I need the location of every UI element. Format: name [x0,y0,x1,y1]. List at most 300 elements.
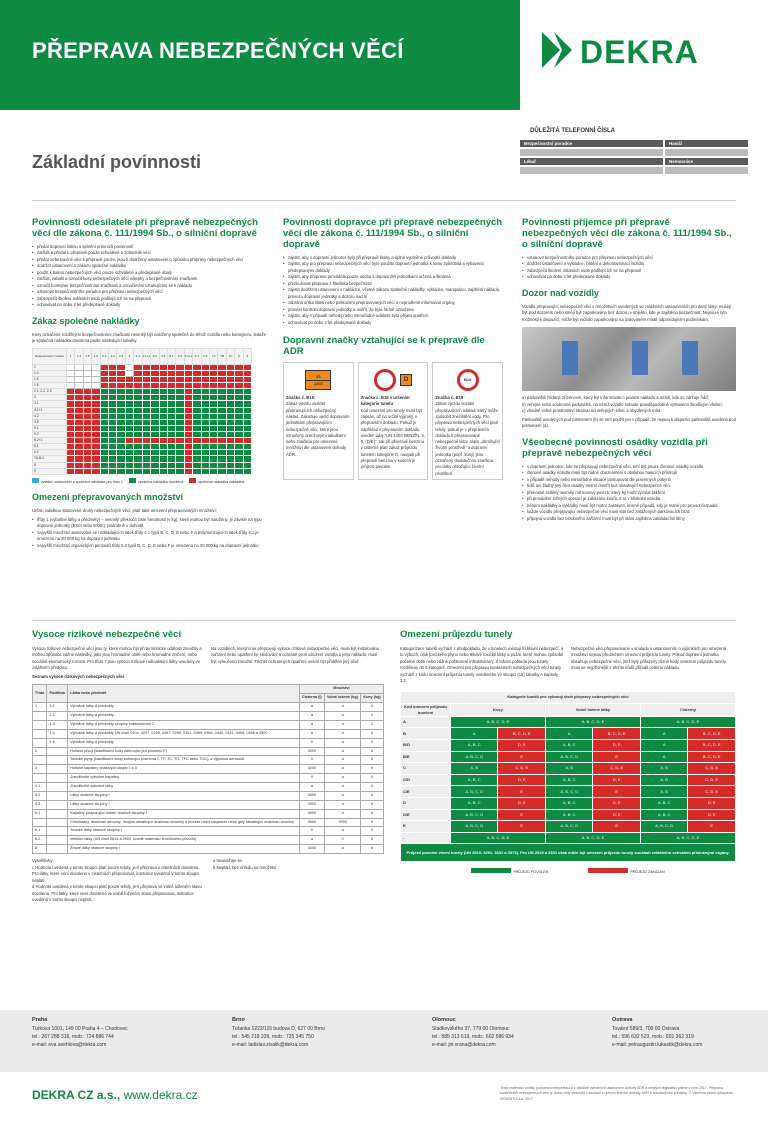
office-line: Sladkovského 37, 779 00 Olomouc [432,1025,510,1032]
table-cell [33,756,47,765]
phone-label: Nemocnice [664,157,749,166]
table-title: Seznam vysoce rizikových nebezpečných věcí [32,673,125,679]
table-cell [33,729,47,738]
office-city: Olomouc [432,1017,456,1023]
list-item: • během nakládky a vykládky musí být motor zastaven, kromě případů, kdy je nutné pro provoz čerpadel [522,503,736,510]
table-cell: E [498,821,545,833]
truck-shape [682,341,698,375]
list-item: • v dopravní jednotce, kde se přepravují nebezpečné věci, smí být pouze členové osádky vozidla [522,464,736,471]
carrier-list [283,255,503,327]
table-cell: Znecitlivělé výbušné látky [68,783,300,792]
table-cell: D, E [593,798,640,810]
table-cell: 4.3 [33,800,47,809]
table-cell: b [361,765,384,774]
paragraph: Parkoviště uvedených pod písmenem (b) se smí použít jen v případě, že nejsou k dispozici parkoviště uvedená pod písmenem (a). [522,416,736,429]
col-header: Volně ložené (kg) [324,694,360,703]
legend-item [189,478,244,486]
list-item: • přenosné svítilny nesmějí mít kovový povrch, který by mohl vyvolat jiskření [522,490,736,497]
row-key: B [401,728,451,740]
list-item: • při provádění ložných operací je zakázáno kouřit, a to v blízkosti vozidla [522,496,736,503]
grid-col-header: 2.2 [108,348,116,364]
table-cell: B, C, D, E [498,728,545,740]
row-key: D [401,798,451,810]
list-item: • zatřídit, zabalit a označit kusy nebezpečných věcí nálepky a bezpečnostními značkami [32,276,266,283]
tunnel-note: Průjezd povolen všemi tunely (UN 2919, 3291, 3331 a 3373). Pro UN 2919 a 3331 však může být omezení průjezdu tunely součástí zvláštního schválení příslušnými orgány. [401,844,736,862]
col-header: Volně ložené látky [545,703,640,716]
phone-field[interactable] [664,166,749,175]
list-item: • ustanovit bezpečnostního poradce pro přepravu nebezpečných věcí [522,255,736,262]
legal-text: Texty materiálu vznikly podobnou interpretací a z základě vybraných ustanovení dohody ADR a českých legislativy platné v roce 2017. Přeprava konkrétních nebezpečných věcí je nutno vždy posoudit v souladu s úplným zněním dohody ADR a souvisejícími předpisy. © Všechna práva vyhrazena DEKRA CZ a.s. 2017 [500,1086,733,1101]
table-cell: 4.1 [33,783,47,792]
truck-shape [632,341,648,375]
col-header: Látka nebo předmět [68,685,300,703]
list-item: • zajistit dodržení ustanovení o nakládce, včetně zákazu společné nakládky, vykládce, manipulaci, zajištění nákladu, provozu dopravní jednotky a dozoru nad ní [283,287,503,300]
col-header: Podtřída [47,685,68,703]
table-cell: Hořlavé kapaliny obalových skupin I a II [68,765,300,774]
phone-field[interactable] [519,166,664,175]
table-row [33,809,384,818]
highrisk-table [32,684,384,854]
office-city: Brno [232,1017,245,1023]
table-cell [47,809,68,818]
list-item: • každé vozidlo přepravující nebezpečné věci musí stát bez zatažených parkovacích brzd [522,509,736,516]
table-cell: E [498,751,545,763]
grid-col-header: 6.2 [201,348,209,364]
table-cell [47,774,68,783]
phone-label: Bezpečnostní poradce [519,139,664,148]
table-row [33,712,384,721]
table-cell: 1.5 [47,738,68,747]
list-item: • dodržet ustanovení o zákazu společné nakládky [32,263,266,270]
table-row [33,729,384,738]
grid-col-header: 4.1+1 [142,348,151,364]
grid-col-header: 5.2+1 [184,348,193,364]
table-row [401,798,736,810]
grid-cell [184,468,193,474]
sign-card [283,362,354,480]
legend-label: společná nakládka dovolena [137,479,184,484]
grid-row-header: 4.1+1 [33,407,67,413]
table-cell: A, B [451,763,498,775]
table-cell [47,791,68,800]
table-row [33,703,384,712]
list-item: • v případě nehody nebo mimořádné situace postupovat dle písemných pokynů [522,477,736,484]
table-cell: A, B, C [545,740,592,752]
note: c Hodnota uvedená v tomto sloupci platí pouze tehdy, je-li přeprava v cisternách dovolena. Pro látky, které není dovoleno v cisternách přepravovat, instrukce uvedená v tomto sloupci neplatí. [32,864,200,883]
office-line: Tovární 589/3, 709 00 Ostrava [612,1025,680,1032]
table-cell: Kapaliny podporující hoření obalové skupiny I [68,809,300,818]
list-item: • předat dopravci listinu o splnění právních povinností [32,244,266,251]
table-cell: A, B [640,786,687,798]
table-cell: Chloristany, dusičnan amonný, hnojiva obsahující dusičnan amonný a emulze nebo suspenze nebo gely obsahující dusičnan amonný [68,818,300,827]
note: d Hodnota uvedená v tomto sloupci platí pouze tehdy, je-li přeprava ve volně loženém stavu dovolena. Pro látky, které není dovoleno ve volně loženém stavu přepravovat, instrukce uvedená v tomto sloupci neplatí. [32,884,202,903]
table-cell: Žíravé látky obalové skupiny I [68,845,300,854]
table-row [401,716,736,728]
tunnel-table [400,691,736,863]
website-link[interactable]: www.dekra.cz [123,1088,198,1102]
list-item: a) parkoviště hlídané zřízencem, který byl informován o povaze nákladu a místě, kde se zdržuje řidič; [522,395,710,401]
table-cell: A, B, C [451,798,498,810]
legend-label: PRŮJEZD ZAKÁZÁN [630,870,665,875]
table-cell: A, B, C [545,809,592,821]
grid-row-header: 5.1 [33,425,67,431]
table-row [33,747,384,756]
table-row [401,786,736,798]
mixload-legend [32,478,266,486]
tunnel-code-icon: D [400,374,412,386]
grid-corner: Bezpečnostní značka [33,348,67,364]
table-cell: a [324,827,360,836]
table-cell: A, B, C, D, E [451,832,546,844]
table-cell: 0 [361,756,384,765]
parking-list [522,395,736,415]
legend-item [471,868,548,876]
table-cell: 0 [361,783,384,792]
table-row [33,765,384,774]
office-line: Türkova 1001, 149 00 Praha 4 – Chodovec [32,1025,128,1032]
table-cell: A, B [640,774,687,786]
paragraph: Kusy označené rozdílnými bezpečnostními značkami nesmějí být naloženy společně do téhož vozidla nebo kontejneru, ledaže je společná nakládka dovolena podle následující tabulky. [32,331,266,344]
grid-cell [92,468,100,474]
phone-table [518,138,750,176]
legend-swatch [32,478,39,483]
table-cell: E [593,821,640,833]
office-line: tel.: 596 632 523, mob.: 601 362 319 [612,1033,694,1040]
office-line: tel.: 585 313 619, mob.: 602 586 934 [432,1033,514,1040]
section-title: Všeobecné povinnosti osádky vozidla při přepravě nebezpečných věcí [522,436,708,459]
table-cell: C, D, E [498,763,545,775]
grid-cell [134,468,142,474]
office-address [612,1016,702,1049]
table-cell: 3000 [299,765,324,774]
section-title: Dozor nad vozidly [522,287,600,298]
table-cell: 1.2 [47,712,68,721]
section-title: Dopravní značky vztahující se k přepravě dle ADR [283,335,485,358]
note: a Neuvažuje se. [213,858,244,864]
table-cell: Znecitlivělé výbušné kapaliny [68,774,300,783]
highrisk-text [32,644,384,674]
list-item: • přípojná vozidla bez brzdového zařízení musí být při stání zajištěna zakládacími klíny [522,516,736,523]
table-cell: a [324,809,360,818]
page-subtitle: Základní povinnosti [32,152,202,172]
grid-col-header: 3 [125,348,133,364]
office-line: e-mail: jiri.vrana@dekra.com [432,1041,496,1048]
table-cell: Látky obalové skupiny I [68,791,300,800]
table-cell: 4.2 [33,791,47,800]
table-cell: C, D, E [688,786,736,798]
table-cell: a [299,712,324,721]
table-cell: A, B [640,763,687,775]
table-cell: 0 [324,836,360,845]
list-item: • zajistit, aby v případě nehody nebo mimořádné události byla přijata opatření [283,313,503,320]
legend-swatch [189,478,196,483]
legend-item [588,868,664,876]
grid-col-header: 2.3 [117,348,125,364]
table-cell: 1.3 [47,720,68,729]
firm-label: DEKRA CZ a.s., [32,1088,121,1102]
row-key: C/D [401,774,451,786]
table-row [401,763,736,775]
row-key: A [401,716,451,728]
legend-swatch [129,478,136,483]
limits-list [32,517,266,550]
carrier-section [283,218,503,480]
grid-col-header: 7A [210,348,218,364]
no-entry-icon [374,369,396,391]
paragraph: Vozidla přepravující nebezpečné věci v množstvích uvedených ve zvláštních ustanoveních pro daný látky, musejí být pod dozorem nebo smějí být zaparkována bez dozoru v objektu, kde je zajištěna bezpečnost. Nejsou-li tyto možnosti k dispozici, může být vozidlo zaparkováno na izolovaném místě odpovídajícím podmínkám: [522,303,732,322]
table-cell: A [640,740,687,752]
legend-label: zvláštní ustanovení o společné nakládce pro třídu 1 [41,479,123,484]
grid-col-header: 9 [243,348,251,364]
grid-row-header: 3 [33,395,67,401]
table-row [401,832,736,844]
grid-cell [67,468,75,474]
office-city: Ostrava [612,1017,633,1023]
grid-col-header: 8 [235,348,243,364]
table-cell: A, B, C [545,798,592,810]
table-cell [47,827,68,836]
table-cell: Výbušné látky a předměty [68,738,300,747]
table-cell [33,818,47,827]
table-cell: A, B, C, D, E [640,832,735,844]
sign-text: Zákaz vjezdu vozidel přepravujících nebezpečný náklad. Zakazuje vjezd dopravním jednotkám přepravujícím nebezpečné věci, které jsou označeny oranžovými tabulkami nebo značkou pro omezené množství dle ustanovení dohody ADR. [286,401,350,457]
list-item: • řidič ani žádný jiný člen osádky nesmí otevřít kus obsahující nebezpečné věci [522,483,736,490]
grid-cell [75,468,83,474]
table-cell [47,818,68,827]
office-line: Tuřanka 1222/115 budova D, 627 00 Brno [232,1025,325,1032]
table-cell: D, E [688,798,736,810]
table-cell: D, E [498,774,545,786]
table-cell: 0 [299,774,324,783]
phone-field[interactable] [664,148,749,157]
phone-label: Lékař [519,157,664,166]
table-cell: 0 [361,729,384,738]
paragraph: Nebezpečné věci přepravované v souladu s ustanovením o výjimkách pro omezená množství nejsou předmětem omezení průjezdu tunely. Pokud dopravní jednotka obsahuje nebezpečné věci, jimž byly přiřazeny různé kódy omezení průjezdu tunely, musí se nejpřísnější z těchto kódů přiřadit celému nákladu. [571,645,727,671]
table-cell: 6.1 [33,827,47,836]
table-row [401,751,736,763]
list-item: • nejvyšší množství organických peroxidů třídy 5.2 typů B, C, D, E nebo F je omezeno na 20 000 kg na dopravní jednotku [32,543,266,550]
grid-row-header: 6.1 [33,444,67,450]
list-item: • nejvyšší množství samovolně se rozkládajících látek třídy 4.1 typů B, C, D, E nebo F a polymerizujících látek třídy 4.1 je omezeno na 20 000 kg na dopravní jednotku [32,530,266,543]
grid-row-header: 7A,B,C [33,456,67,462]
table-cell: a [299,703,324,712]
table-cell: a [324,747,360,756]
row-key: D/E [401,809,451,821]
grid-cell [201,468,209,474]
table-cell: a [324,783,360,792]
table-cell: a [324,738,360,747]
row-key: C [401,763,451,775]
table-cell: A, B, C, D [451,786,498,798]
grid-cell [151,468,159,474]
note: b Neplatí, bez ohledu na množství. [213,864,278,870]
phone-label: Hasiči [664,139,749,148]
table-cell: 0 [361,827,384,836]
table-cell: A, B, C, D [451,809,498,821]
row-key: - [401,832,451,844]
table-row [401,728,736,740]
phone-field[interactable] [519,148,664,157]
grid-col-header: 4.3 [159,348,167,364]
list-item: c) vhodné volné prostranství stranou od veřejných silnic a obydlených míst. [522,408,662,414]
table-cell [33,720,47,729]
office-line: tel.: 545 218 339, mob.: 725 345 750 [232,1033,314,1040]
sender-section [32,218,266,549]
table-cell: 3000 [299,845,324,854]
table-row [33,783,384,792]
table-cell: 3000 [299,800,324,809]
grid-col-header: 5.2 [176,348,184,364]
table-row [401,821,736,833]
section-title: Povinnosti dopravce při přepravě nebezpečných věcí dle zákona č. 111/1994 Sb., o silniční dopravě [283,217,503,250]
office-city: Praha [32,1017,48,1023]
grid-cell [235,468,243,474]
table-cell: B, C, D, E [593,728,640,740]
table-cell: A, B, C, D [451,751,498,763]
grid-cell [176,468,184,474]
tunnel-legend [400,868,736,876]
col-header: Množství [299,685,383,694]
table-cell: 6.2 [33,836,47,845]
table-cell: b [361,747,384,756]
table-cell: a [324,845,360,854]
table-row [33,774,384,783]
signs-row [283,362,503,480]
grid-row-header: 2.1, 2.2, 2.3 [33,389,67,395]
sign-icon [435,365,500,395]
sign-icon [286,365,351,395]
table-cell: A, B, C [451,774,498,786]
paragraph: Vysoce rizikové nebezpečné věci jsou ty, které mohou být při teroristické události zneužity a mohou způsobit vážné následky, jako jsou hromadné oběti nebo hromadné zničení, nebo sociálně-ekonomický rozvrat. Pro třídu 7 jsou vysoce rizikové radioaktivní látky uvedeny ve zvláštním předpisu. [32,645,202,671]
truck-shape [562,341,578,375]
receiver-list [522,255,736,281]
table-row [401,774,736,786]
grid-row-header: 8 [33,462,67,468]
grid-row-header: 4.3 [33,419,67,425]
table-cell: a [324,756,360,765]
table-cell: Hořlavé plyny (klasifikační kódy zahrnující jen písmeno F) [68,747,300,756]
grid-col-header: 6.1 [193,348,201,364]
receiver-section [522,218,736,522]
firm-name [32,1088,198,1102]
table-cell [47,783,68,792]
table-cell: B, C, D, E [688,751,736,763]
table-cell: A, B, C, D [545,786,592,798]
grid-cell [100,468,108,474]
list-item: • provést kontrolu dopravní jednotky a ověřit, že byla řádně označena [283,307,503,314]
table-cell: D, E [688,809,736,821]
table-cell [47,845,68,854]
table-cell: A [545,728,592,740]
table-cell: A, B, C, D, E [451,716,546,728]
table-row [33,818,384,827]
sign-text: Kód omezení pro tunely musí být zapsán, až na určité výjimky, v přepravním dokladu. Pokud je například v přepravním dokladu uveden údaj "UN 1203 BENZÍN, 3, II, (D/E)", tak při přepravě benzínu v cisterně platí zákaz průjezdu tunelem kategorie D, naopak při přepravě benzínu v kusech je průjezd povolen. [360,407,426,470]
table-cell: A, B, C, D [545,751,592,763]
list-item: • uchovávat po dobu 2 let předepsané doklady [32,302,266,309]
list-item: • členové osádky vozidla musí být řádně obeznámeni s obsluhou hasicích přístrojů [522,470,736,477]
table-cell: 0 [361,720,384,729]
table-cell: A, B, C [640,798,687,810]
row-key: B/E [401,751,451,763]
table-cell: a [299,836,324,845]
grid-row-header: 1.4 [33,370,67,376]
office-line: tel.: 267 288 316, mob.: 724 886 744 [32,1033,114,1040]
table-cell: b [361,800,384,809]
grid-col-header: 7C [226,348,234,364]
table-row [33,738,384,747]
grid-cell [193,468,201,474]
grid-row-header: 1.5 [33,377,67,383]
table-cell: 3000 [299,747,324,756]
table-cell: 0 [299,827,324,836]
row-key: E [401,821,451,833]
plate-code: 33 [306,374,330,381]
office-line: e-mail: petraugustin.lukastik@dekra.com [612,1041,703,1048]
table-cell: Výbušné látky a předměty [68,703,300,712]
sign-name: Značka č. B18 [286,395,314,401]
table-row [33,756,384,765]
grid-cell [159,468,167,474]
grid-row-header: 4.2 [33,413,67,419]
legend-item [129,478,183,486]
office-line: e-mail: eva.seehlova@dekra.com [32,1041,107,1048]
section-title: Omezení přepravovaných množství [32,492,184,503]
grid-row-header: 6.2 [33,450,67,456]
table-cell: A, B, C, D, E [545,832,640,844]
legend-label: PRŮJEZD POVOLEN [513,870,549,875]
table-cell: 0 [361,774,384,783]
table-row [33,836,384,845]
office-address [432,1016,514,1049]
table-cell: 1 [33,703,47,712]
grid-row-header: 4.1 [33,401,67,407]
office-line: e-mail: ladislav.zivalik@dekra.com [232,1041,309,1048]
legend-item [32,478,123,486]
water-pollution-icon: B19 [457,369,479,391]
list-item: • zajistit, aby v dopravní jednotce byly při přepravě listiny a úplné vyplněné průvodní doklady [283,255,503,262]
table-cell: A, B, C [451,740,498,752]
sign-name: Značka č. B19 [435,395,464,401]
section-title: Povinnosti odesílatele při přepravě nebezpečných věcí dle zákona č. 111/1994 Sb., o silniční dopravě [32,217,258,239]
table-cell: Výbušné látky a předměty skupiny snášenlivosti C [68,720,300,729]
grid-row-header: 5.2+1 [33,438,67,444]
table-cell: 8 [33,845,47,854]
table-cell: a [299,720,324,729]
legend-label: společná nakládka zakázána [198,479,245,484]
table-cell: A, B, C, D [451,821,498,833]
grid-row-header: 5.2 [33,431,67,437]
table-cell: 1.4 [47,729,68,738]
table-row [33,720,384,729]
mixload-grid [32,348,252,475]
col-header: Kusy (kg) [361,694,384,703]
table-cell: 1.1 [47,703,68,712]
list-item: • uchovávat po dobu 2 let předepsané doklady [522,274,736,281]
list-item: b) veřejné nebo soukromé parkoviště, na němž vozidlo nebude pravděpodobně vystaveno škodlivým vlivům; [522,401,723,407]
highrisk-notes [32,858,384,904]
phone-title: DŮLEŽITÁ TELEFONNÍ ČÍSLA [530,128,615,134]
col-header: Cisterny [640,703,735,716]
table-cell: A, B, C, D [640,821,687,833]
table-row [33,827,384,836]
table-cell: Infekční látky (UN čísel 2814 a 2900, kromě materiálu živočišného původu) [68,836,300,845]
grid-row-header: 9 [33,468,67,474]
table-cell: Toxické plyny (klasifikační kódy zahrnující písmena T, TF, TC, TO, TFC nebo TOC), s výjimkou aerosolů [68,756,300,765]
table-cell: A, B, C [640,809,687,821]
list-item: • zajistit, aby pro přepravu nebezpečných věcí bylo použito dopravní jednotka k tomu způsobilá a vybavená předepsanými doklady [283,261,503,274]
grid-col-header: 4.2 [151,348,159,364]
grid-cell [117,468,125,474]
